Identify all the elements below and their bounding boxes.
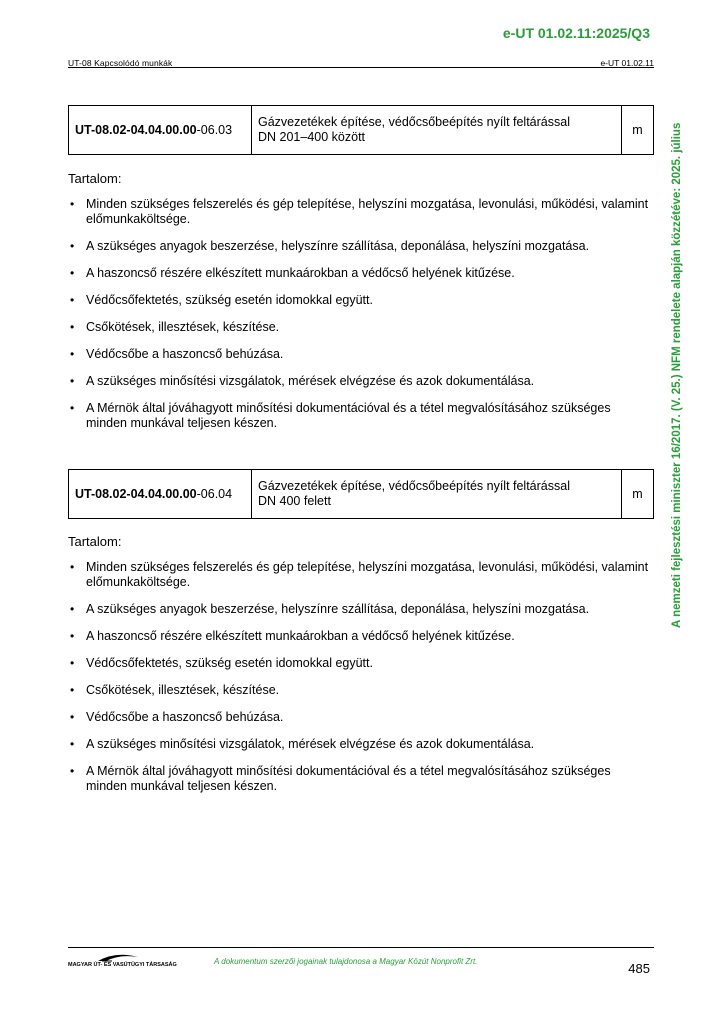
list-item: • A haszoncső részére elkészített munkaárokban a védőcső helyének kitűzése.	[70, 629, 515, 643]
item-table-1	[68, 105, 654, 155]
content-list-1	[68, 197, 654, 443]
list-item: • A szükséges minősítési vizsgálatok, mérések elvégzése és azok dokumentálása.	[70, 737, 535, 751]
list-item: • A Mérnök által jóváhagyott minősítési dokumentációval és a tétel megvalósításához szükséges minden munkával teljesen készen.	[70, 764, 611, 793]
list-item: • A szükséges minősítési vizsgálatok, mérések elvégzése és azok dokumentálása.	[70, 374, 535, 388]
item-unit: m	[622, 470, 654, 519]
item-code: UT-08.02-04.04.00.00-06.03	[69, 106, 252, 155]
footer-divider	[68, 947, 654, 948]
header-divider	[68, 67, 654, 68]
list-item: • A haszoncső részére elkészített munkaárokban a védőcső helyének kitűzése.	[70, 266, 515, 280]
publication-note: A nemzeti fejlesztési miniszter 16/2017. (V. 25.) NFM rendelete alapján közzétéve: 2025. július	[671, 122, 683, 628]
item-description: Gázvezetékek építése, védőcsőbeépítés nyílt feltárással DN 201–400 között	[252, 106, 622, 155]
list-item: • Védőcsőbe a haszoncső behúzása.	[70, 347, 284, 361]
item-description: Gázvezetékek építése, védőcsőbeépítés nyílt feltárással DN 400 felett	[252, 470, 622, 519]
page-number: 485	[628, 961, 650, 976]
list-item: • Védőcsőfektetés, szükség esetén idomokkal együtt.	[70, 293, 373, 307]
list-item: • Csőkötések, illesztések, készítése.	[70, 683, 280, 697]
list-item: • Minden szükséges felszerelés és gép telepítése, helyszíni mozgatása, levonulási, működési, valamint előmunkaköltsége.	[70, 560, 649, 589]
document-code: e-UT 01.02.11:2025/Q3	[502, 25, 650, 41]
chapter-title: UT-08 Kapcsolódó munkák	[68, 58, 173, 68]
header-doc-ref: e-UT 01.02.11	[600, 58, 654, 68]
list-item: • A Mérnök által jóváhagyott minősítési dokumentációval és a tétel megvalósításához szükséges minden munkával teljesen készen.	[70, 401, 611, 430]
list-item: • Védőcsőfektetés, szükség esetén idomokkal együtt.	[70, 656, 373, 670]
content-heading: Tartalom:	[68, 171, 122, 186]
content-list-2	[68, 560, 654, 806]
item-table-2	[68, 469, 654, 519]
list-item: • Védőcsőbe a haszoncső behúzása.	[70, 710, 284, 724]
content-heading: Tartalom:	[68, 534, 122, 549]
list-item: • A szükséges anyagok beszerzése, helyszínre szállítása, deponálása, helyszíni mozgatása.	[70, 239, 590, 253]
copyright-notice: A dokumentum szerzői jogainak tulajdonosa a Magyar Közút Nonprofit Zrt.	[214, 957, 478, 966]
item-unit: m	[622, 106, 654, 155]
list-item: • Csőkötések, illesztések, készítése.	[70, 320, 280, 334]
list-item: • Minden szükséges felszerelés és gép telepítése, helyszíni mozgatása, levonulási, működési, valamint előmunkaköltsége.	[70, 197, 649, 226]
item-code: UT-08.02-04.04.00.00-06.04	[69, 470, 252, 519]
list-item: • A szükséges anyagok beszerzése, helyszínre szállítása, deponálása, helyszíni mozgatása.	[70, 602, 590, 616]
society-logo-text: MAGYAR ÚT- ÉS VASÚTÜGYI TÁRSASÁG	[68, 962, 177, 968]
